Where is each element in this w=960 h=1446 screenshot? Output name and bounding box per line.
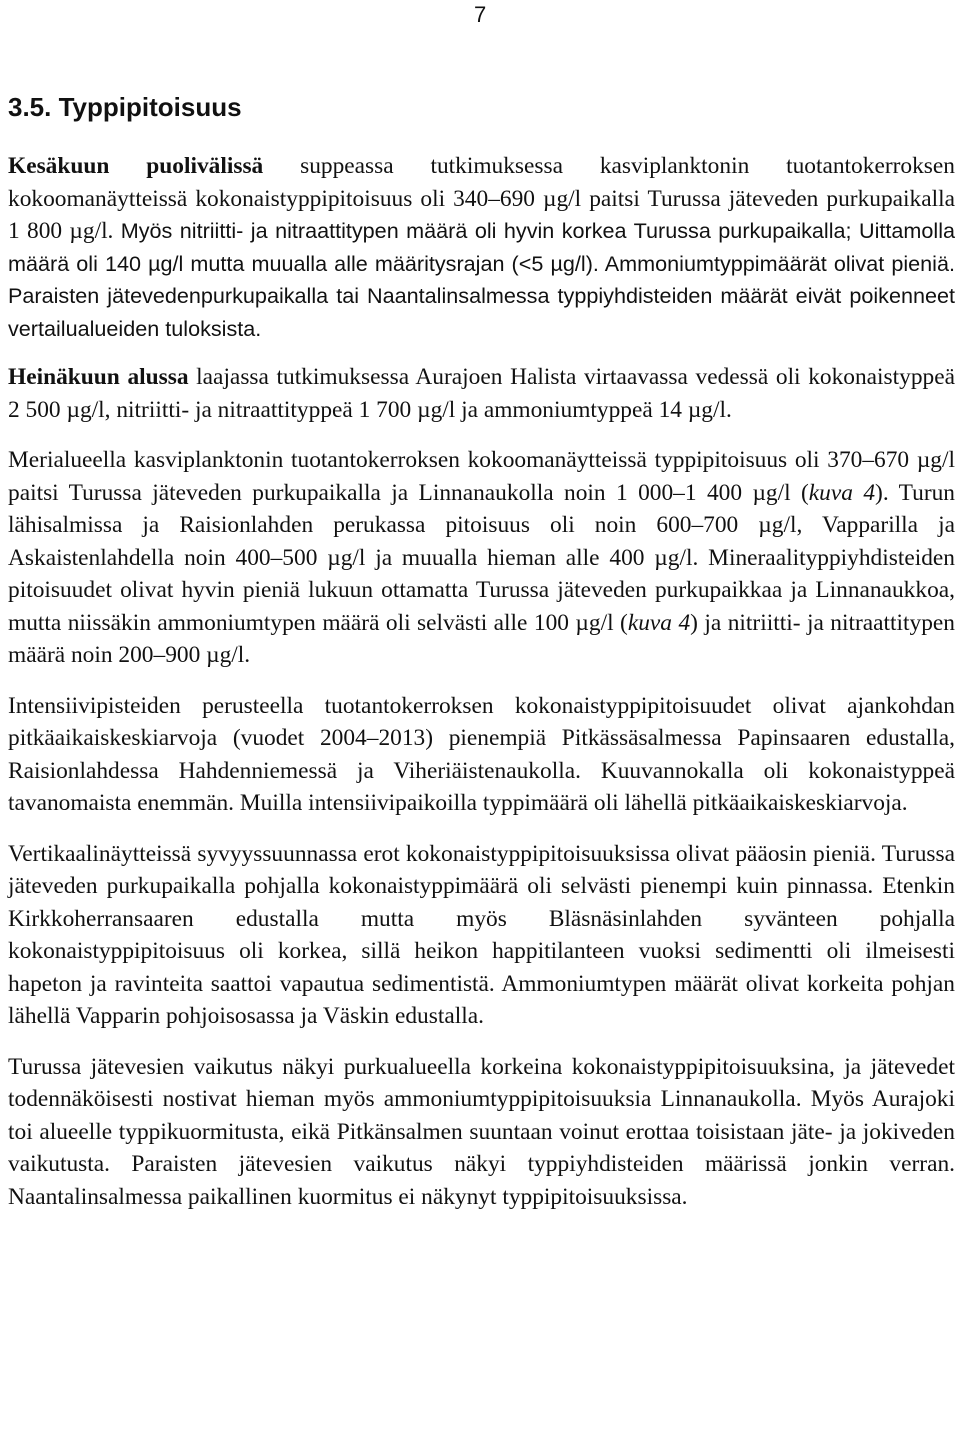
paragraph-text: suppeassa tutkimuksessa kasviplanktonin tuotantokerroksen kokoomanäytteissä kokonaistyppipitoisuus oli 340–690 µg/l paitsi Turussa jäteveden purkupaikalla 1 800 µg/l. (8, 153, 955, 244)
paragraph-text: ) ja nitriitti- ja nitraattitypen määrä noin 200–900 µg/l. (8, 609, 955, 668)
paragraph-text: ). Turun lähisalmissa ja Raisionlahden perukassa pitoisuus oli noin 600–700 µg/l, Vapparilla ja Askaistenlahdella noin 400–500 µg/l ja muualla hieman alle 400 µg/l. Mineraalityppiyhdisteiden pitoisuudet olivat hyvin pieniä lukuun ottamatta Turussa jäteveden purkupaikkaa ja Linnanaukkoa, mutta niissäkin ammoniumtypen määrä oli selvästi alle 100 µg/l ( (8, 479, 955, 636)
paragraph-june-sampling (8, 150, 955, 345)
figure-reference: kuva 4 (808, 479, 876, 506)
paragraph-text: Merialueella kasviplanktonin tuotantokerroksen kokoomanäytteissä typpipitoisuus oli 370–670 µg/l paitsi Turussa jäteveden purkupaikalla ja Linnanaukolla noin 1 000–1 400 µg/l ( (8, 447, 955, 506)
page-number: 7 (474, 2, 487, 27)
paragraph-july-sampling (8, 361, 955, 426)
paragraph-vertical-samples: Vertikaalinäytteissä syvyyssuunnassa erot kokonaistyppipitoisuuksissa olivat pääosin pieniä. Turussa jäteveden purkupaikalla pohjalla kokonaistyppimäärä oli selvästi pienempi kuin pinnassa. Etenkin Kirkkoherransaaren edustalla mutta myös Bläsnäsinlahden syvänteen pohjalla kokonaistyppipitoisuus oli korkea, sillä heikon happitilanteen vuoksi sedimentti oli ilmeisesti hapeton ja ravinteita saattoi vapautua sedimentistä. Ammoniumtypen määrät olivat korkeita pohjan lähellä Vapparin pohjoisosassa ja Väskin edustalla. (8, 840, 955, 1029)
paragraph-text: laajassa tutkimuksessa Aurajoen Halista virtaavassa vedessä oli kokonaistyppeä 2 500 µg/l, nitriitti- ja nitraattityppeä 1 700 µg/l ja ammoniumtyppeä 14 µg/l. (8, 364, 955, 423)
section-heading: 3.5. Typpipitoisuus (8, 92, 242, 122)
document-body (8, 150, 955, 1213)
paragraph-lead: Kesäkuun puolivälissä (8, 153, 264, 179)
paragraph-sea-area (8, 444, 955, 672)
paragraph-wastewater-effects: Turussa jätevesien vaikutus näkyi purkualueella korkeina kokonaistyppipitoisuuksina, ja jätevedet todennäköisesti nostivat hieman myös ammoniumtyppipitoisuuksia Linnanaukolla. Myös Aurajoki toi alueelle typpikuormitusta, eikä Pitkänsalmen suuntaan voinut erottaa toisistaan jäte- ja jokiveden vaikutusta. Paraisten jätevesien vaikutus näkyi typpiyhdisteiden määrissä jonkin verran. Naantalinsalmessa paikallinen kuormitus ei näkynyt typpipitoisuuksissa. (8, 1053, 955, 1210)
paragraph-intensive-points: Intensiivipisteiden perusteella tuotantokerroksen kokonaistyppipitoisuudet olivat ajankohdan pitkäaikaiskeskiarvoja (vuodet 2004–2013) pienempiä Pitkässäsalmessa Papinsaaren edustalla, Raisionlahdessa Hahdenniemessä ja Viheriäistenaukolla. Kuuvannokalla oli kokonaistyppeä tavanomaista enemmän. Muilla intensiivipaikoilla typpimäärä oli lähellä pitkäaikaiskeskiarvoja. (8, 692, 955, 816)
paragraph-lead: Heinäkuun alussa (8, 364, 189, 390)
figure-reference: kuva 4 (627, 609, 691, 636)
paragraph-text-sans: Myös nitriitti- ja nitraattitypen määrä oli hyvin korkea Turussa purkupaikalla; Uittamolla määrä oli 140 µg/l mutta muualla alle määritysrajan (<5 µg/l). Ammoniumtyppimäärät olivat pieniä. Paraisten jätevedenpurkupaikalla tai Naantalinsalmessa typpiyhdisteiden määrät eivät poikenneet vertailualueiden tuloksista. (8, 218, 955, 341)
